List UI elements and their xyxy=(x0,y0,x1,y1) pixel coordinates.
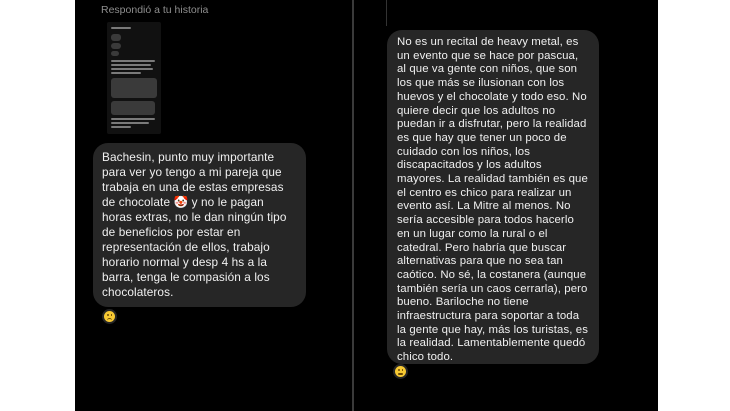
story-thumbnail[interactable] xyxy=(107,22,161,134)
left-chat-panel xyxy=(75,0,352,411)
message-bubble[interactable]: Bachesin, punto muy importante para ver yo tengo a mi pareja que trabaja en una de estas empresas de chocolate 🤡 y no le pagan horas extras, no le dan ningún tipo de beneficios por estar en representación de ellos, trabajo horario normal y desp 4 hs a la barra, tenga le compasión a los chocolateros. xyxy=(93,143,306,307)
sad-face-icon xyxy=(104,311,115,322)
story-reply-label: Respondió a tu historia xyxy=(101,4,209,16)
thread-line xyxy=(386,0,387,26)
message-bubble[interactable]: No es un recital de heavy metal, es un evento que se hace por pascua, al que va gente con niños, que son los que más se ilusionan con los huevos y el chocolate y todo eso. No quiere decir que los adultos no puedan ir a disfrutar, pero la realidad es que hay que tener un poco de cuidado con los niños, los discapacitados y los adultos mayores. La realidad también es que el centro es chico para realizar un evento así. La Mitre al menos. No sería accesible para todos hacerlo en un lugar como la rural o el catedral. Pero habría que buscar alternativas para que no sea tan caótico. No sé, la costanera (aunque también sería un caos cerrarla), pero bueno. Bariloche no tiene infraestructura para soportar a toda la gente que hay, más los turistas, es la realidad. Lamentablemente quedó chico todo. xyxy=(387,30,599,364)
right-chat-panel xyxy=(354,0,658,411)
message-reaction[interactable] xyxy=(393,364,408,379)
grimace-face-icon xyxy=(395,366,406,377)
message-reaction[interactable] xyxy=(102,309,117,324)
